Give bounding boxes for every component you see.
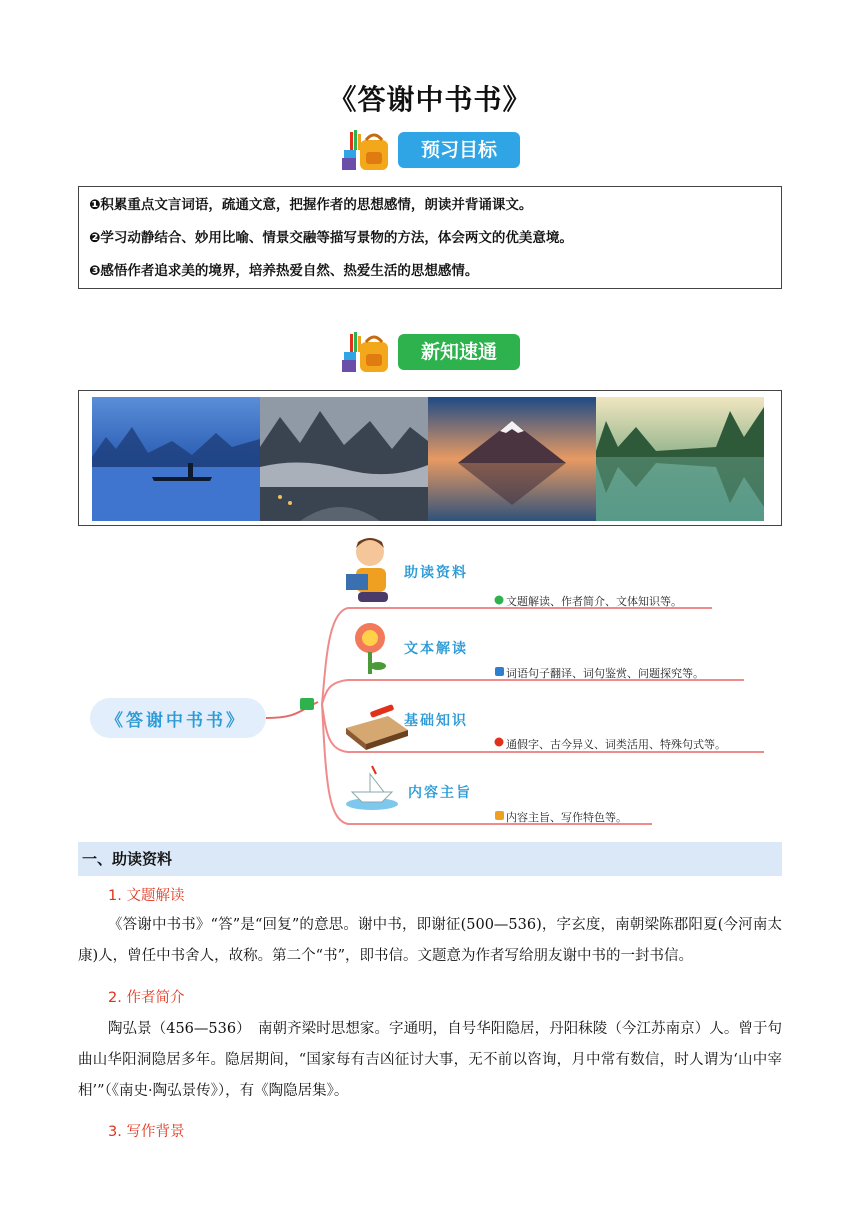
school-bag-icon (340, 330, 396, 374)
branch-head: 助读资料 (404, 565, 468, 581)
boy-reading-icon (346, 538, 388, 602)
branch-desc: 文题解读、作者简介、文体知识等。 (506, 595, 682, 608)
mind-map (78, 532, 782, 832)
branch-head: 文本解读 (404, 641, 468, 657)
landscape-photo-volcano-lake (428, 397, 596, 521)
books-icon (346, 704, 408, 750)
goals-badge-label: 预习目标 (398, 132, 520, 168)
goals-badge (340, 128, 522, 172)
paper-boat-icon (346, 766, 398, 810)
page-title: 《答谢中书书》 (328, 83, 532, 116)
mind-map-root: 《答谢中书书》 (106, 711, 246, 731)
branch-desc: 通假字、古今异义、词类活用、特殊句式等。 (506, 738, 726, 751)
paragraph: 陶弘景（456—536） 南朝齐梁时思想家。字通明，自号华阳隐居，丹阳秣陵（今江苏南京）人。曾于句曲山华阳洞隐居多年。隐居期间，“国家每有吉凶征讨大事，无不前以咨询，月中常有数信，时人谓为‘山中宰相’”（《南史·陶弘景传》），有《陶隐居集》。 (78, 1021, 782, 1099)
flower-icon (355, 623, 386, 674)
bullet-dot (495, 738, 504, 747)
branch-head: 基础知识 (404, 713, 468, 729)
landscape-photo-misty-mountains (260, 397, 428, 521)
branch-head: 内容主旨 (408, 785, 472, 801)
bullet-dot (495, 596, 504, 605)
subsection-title: 2. 作者简介 (108, 990, 185, 1006)
goals-box (78, 186, 782, 289)
branch-desc: 内容主旨、写作特色等。 (506, 811, 627, 824)
paragraph: 《答谢中书书》“答”是“回复”的意思。谢中书，即谢征(500—536)，字玄度，南朝梁陈郡阳夏(今河南太康)人，曾任中书舍人，故称。第二个“书”，即书信。文题意为作者写给朋友谢中书的一封书信。 (78, 917, 782, 964)
bullet-dot (495, 811, 504, 820)
knowledge-badge (340, 330, 522, 374)
landscape-photo-strip (78, 390, 782, 526)
branch-desc: 词语句子翻译、词句鉴赏、问题探究等。 (506, 667, 704, 680)
goal-item: ❶积累重点文言词语，疏通文意，把握作者的思想感情，朗读并背诵课文。 (89, 197, 533, 213)
landscape-photo-green-river (596, 397, 764, 521)
section-heading: 一、助读资料 (78, 842, 782, 876)
goal-item: ❸感悟作者追求美的境界，培养热爱自然、热爱生活的思想感情。 (89, 263, 479, 279)
school-bag-icon (340, 128, 396, 172)
goal-item: ❷学习动静结合、妙用比喻、情景交融等描写景物的方法，体会两文的优美意境。 (89, 230, 573, 246)
knowledge-badge-label: 新知速通 (398, 334, 520, 370)
subsection-title: 1. 文题解读 (108, 888, 185, 904)
bullet-dot (495, 667, 504, 676)
landscape-photo-river-boat (92, 397, 260, 521)
subsection-title: 3. 写作背景 (108, 1124, 185, 1140)
